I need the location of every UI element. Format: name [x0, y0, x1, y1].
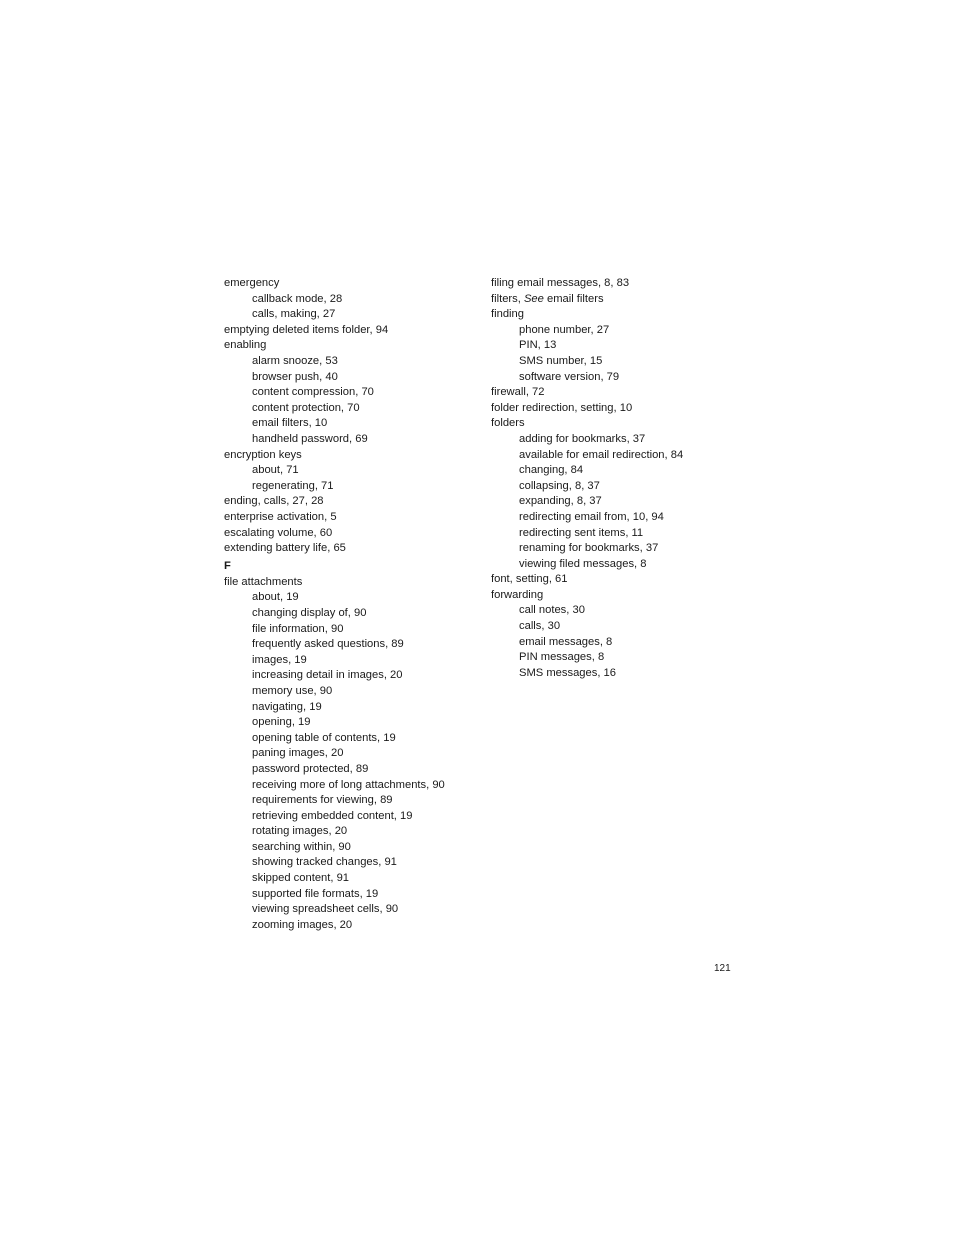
see-reference: See: [523, 292, 544, 305]
index-subentry: email messages, 8: [519, 635, 613, 648]
index-subentry: collapsing, 8, 37: [519, 479, 600, 492]
see-target: email filters: [543, 292, 604, 305]
index-entry: encryption keys: [224, 448, 302, 461]
index-subentry: opening, 19: [252, 716, 311, 729]
index-subentry: skipped content, 91: [252, 872, 350, 885]
index-subentry: content protection, 70: [252, 401, 360, 414]
index-subentry: regenerating, 71: [252, 479, 334, 492]
index-subentry: about, 71: [252, 464, 299, 477]
index-entry: finding: [491, 308, 524, 321]
index-subentry: about, 19: [252, 591, 299, 604]
index-subentry: zooming images, 20: [252, 918, 353, 931]
index-subentry: supported file formats, 19: [252, 887, 379, 900]
index-subentry: increasing detail in images, 20: [252, 669, 403, 682]
index-subentry: expanding, 8, 37: [519, 495, 602, 508]
index-entry: filing email messages, 8, 83: [491, 277, 630, 289]
index-subentry: content compression, 70: [252, 386, 374, 399]
index-entry: [491, 292, 751, 308]
page-number: 121: [714, 963, 731, 974]
index-subentry: changing display of, 90: [252, 606, 367, 619]
index-subentry: phone number, 27: [519, 323, 610, 336]
index-subentry: calls, 30: [519, 620, 561, 633]
index-entry: enterprise activation, 5: [224, 510, 337, 523]
index-column-left: [224, 276, 484, 933]
index-subentry: calls, making, 27: [252, 308, 336, 321]
index-subentry: navigating, 19: [252, 700, 322, 713]
index-subentry: email filters, 10: [252, 417, 328, 430]
index-subentry: redirecting sent items, 11: [519, 526, 644, 539]
index-subentry: available for email redirection, 84: [519, 448, 684, 461]
index-entry: emptying deleted items folder, 94: [224, 323, 389, 336]
index-column-right: [491, 276, 751, 681]
index-subentry: call notes, 30: [519, 604, 585, 617]
index-entry: emergency: [224, 277, 280, 289]
index-subentry: images, 19: [252, 653, 307, 666]
index-entry: escalating volume, 60: [224, 526, 333, 539]
index-subentry: PIN messages, 8: [519, 651, 605, 664]
index-subentry: frequently asked questions, 89: [252, 638, 404, 651]
index-subentry: renaming for bookmarks, 37: [519, 542, 659, 555]
index-subentry: adding for bookmarks, 37: [519, 432, 646, 445]
index-entry: extending battery life, 65: [224, 542, 346, 555]
index-entry: enabling: [224, 339, 267, 352]
index-entry: font, setting, 61: [491, 573, 568, 586]
index-subentry: paning images, 20: [252, 747, 344, 760]
index-subentry: retrieving embedded content, 19: [252, 809, 413, 822]
index-entry: ending, calls, 27, 28: [224, 495, 324, 508]
index-entry-text: filters,: [491, 292, 524, 305]
index-subentry: handheld password, 69: [252, 432, 368, 445]
index-subentry: redirecting email from, 10, 94: [519, 510, 664, 523]
index-subentry: software version, 79: [519, 370, 620, 383]
index-subentry: viewing spreadsheet cells, 90: [252, 903, 399, 916]
index-letter-heading: F: [224, 560, 231, 573]
index-subentry: viewing filed messages, 8: [519, 557, 647, 570]
index-entry: forwarding: [491, 588, 544, 601]
index-subentry: requirements for viewing, 89: [252, 794, 393, 807]
index-entry: folder redirection, setting, 10: [491, 401, 633, 414]
index-subentry: password protected, 89: [252, 762, 369, 775]
index-subentry: memory use, 90: [252, 684, 333, 697]
index-subentry: searching within, 90: [252, 840, 351, 853]
index-subentry: SMS number, 15: [519, 354, 603, 367]
index-entry: folders: [491, 417, 525, 430]
index-subentry: file information, 90: [252, 622, 344, 635]
index-subentry: showing tracked changes, 91: [252, 856, 397, 869]
index-subentry: callback mode, 28: [252, 292, 343, 305]
index-entry: firewall, 72: [491, 386, 545, 399]
index-subentry: browser push, 40: [252, 370, 338, 383]
index-entry: file attachments: [224, 575, 303, 588]
index-subentry: rotating images, 20: [252, 825, 348, 838]
index-subentry: receiving more of long attachments, 90: [252, 778, 445, 791]
index-subentry: SMS messages, 16: [519, 666, 617, 679]
index-subentry: opening table of contents, 19: [252, 731, 396, 744]
index-subentry: PIN, 13: [519, 339, 557, 352]
index-subentry: alarm snooze, 53: [252, 354, 338, 367]
index-subentry: changing, 84: [519, 464, 584, 477]
